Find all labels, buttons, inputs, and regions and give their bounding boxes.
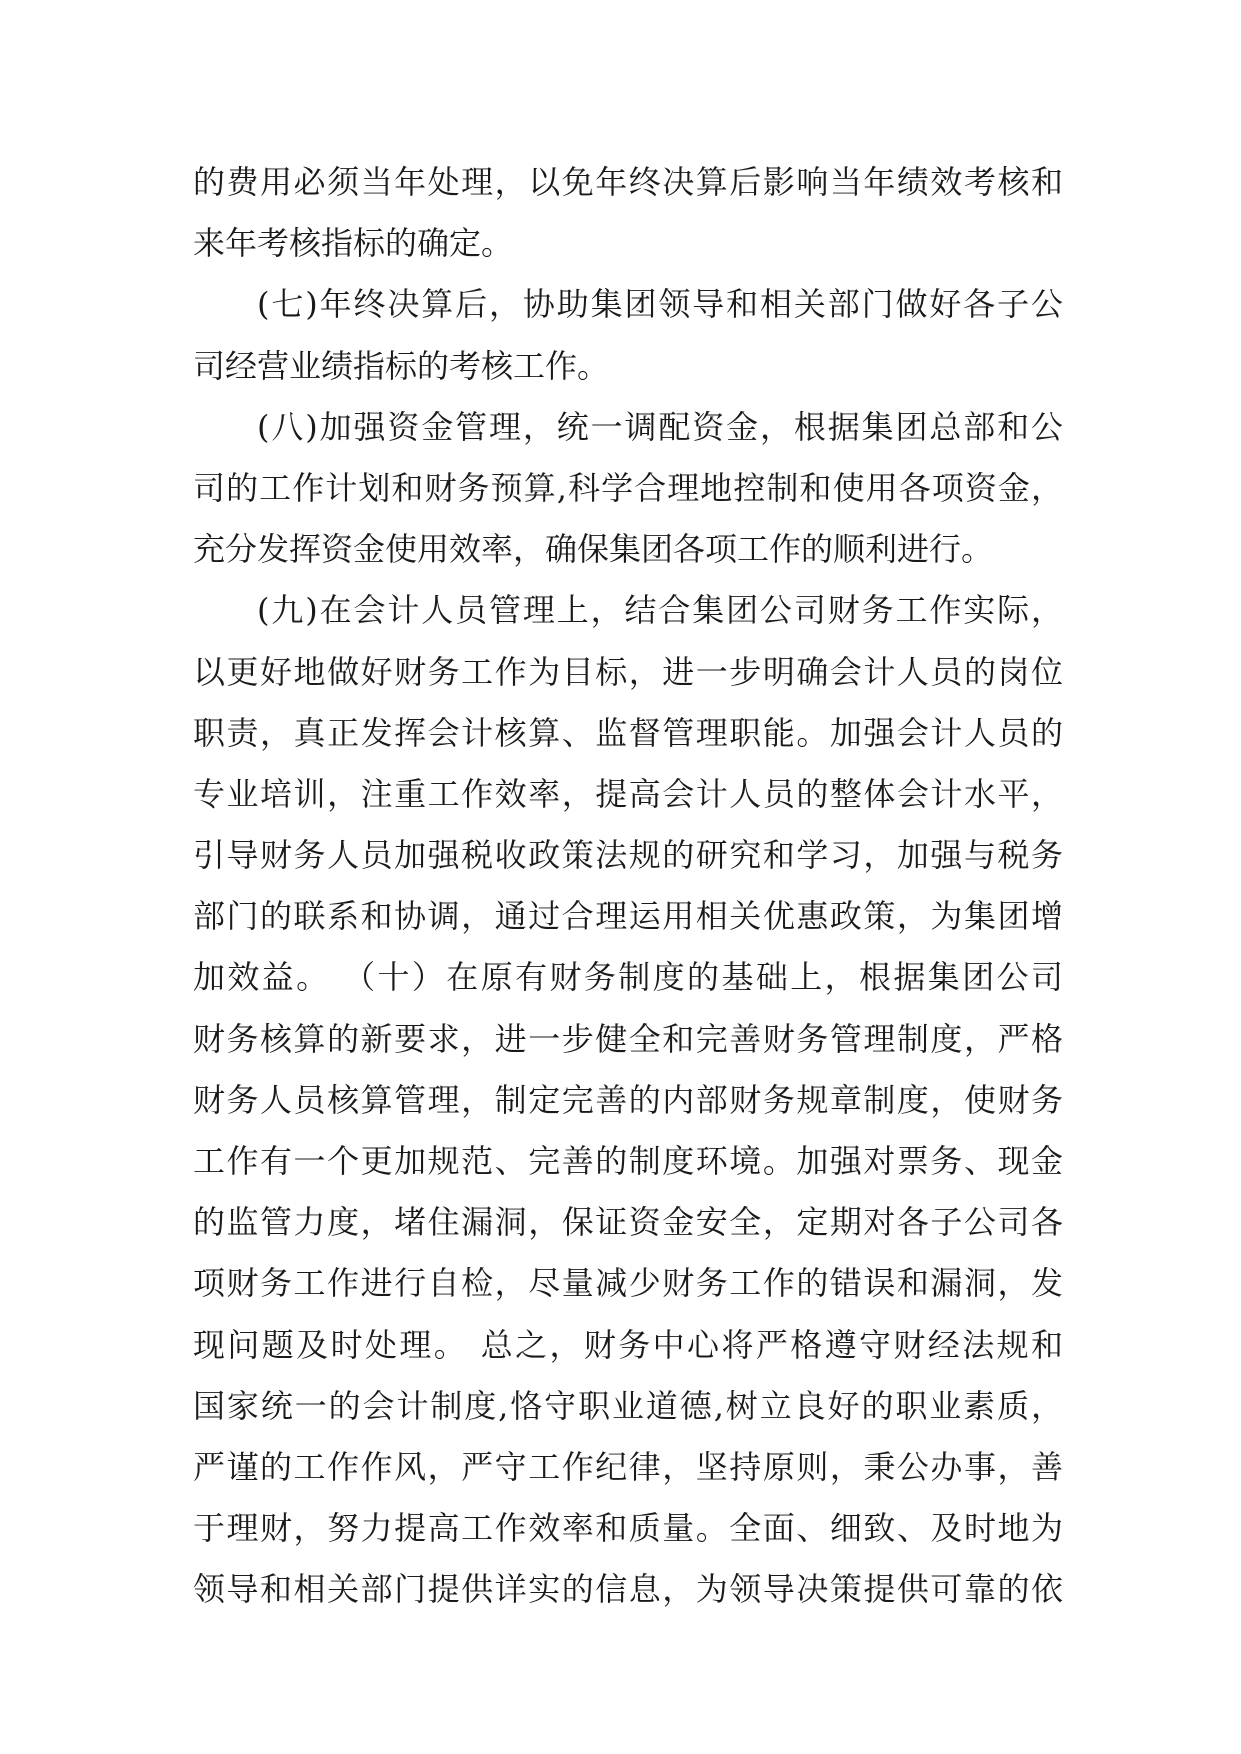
text-line: 司的工作计划和财务预算,科学合理地控制和使用各项资金， <box>193 468 1063 507</box>
text-line: 财务人员核算管理，制定完善的内部财务规章制度，使财务 <box>193 1080 1063 1119</box>
text-line: 领导和相关部门提供详实的信息，为领导决策提供可靠的依 <box>193 1570 1063 1609</box>
text-line: 专业培训，注重工作效率，提高会计人员的整体会计水平， <box>193 774 1063 813</box>
text-line: 以更好地做好财务工作为目标，进一步明确会计人员的岗位 <box>193 652 1063 691</box>
text-line: (八)加强资金管理，统一调配资金，根据集团总部和公 <box>257 407 1063 446</box>
text-line: 司经营业绩指标的考核工作。 <box>193 346 610 385</box>
document-body <box>193 152 1063 1621</box>
text-line: 的费用必须当年处理，以免年终决算后影响当年绩效考核和 <box>193 163 1063 201</box>
text-line: (七)年终决算后，协助集团领导和相关部门做好各子公 <box>257 285 1063 324</box>
text-line: 工作有一个更加规范、完善的制度环境。加强对票务、现金 <box>193 1142 1063 1180</box>
text-line: 严谨的工作作风，严守工作纪律，坚持原则，秉公办事，善 <box>193 1447 1063 1486</box>
text-line: 加效益。 （十）在原有财务制度的基础上，根据集团公司 <box>193 958 1063 997</box>
text-line: 来年考核指标的确定。 <box>193 224 514 263</box>
text-line: 引导财务人员加强税收政策法规的研究和学习，加强与税务 <box>193 836 1063 875</box>
text-line: 充分发挥资金使用效率，确保集团各项工作的顺利进行。 <box>193 530 994 569</box>
text-line: 国家统一的会计制度,恪守职业道德,树立良好的职业素质， <box>193 1386 1063 1425</box>
text-line: 财务核算的新要求，进一步健全和完善财务管理制度，严格 <box>193 1019 1063 1058</box>
text-line: 部门的联系和协调，通过合理运用相关优惠政策，为集团增 <box>193 897 1063 936</box>
text-line: 的监管力度，堵住漏洞，保证资金安全，定期对各子公司各 <box>193 1203 1063 1242</box>
text-line: 于理财，努力提高工作效率和质量。全面、细致、及时地为 <box>193 1509 1063 1548</box>
text-line: 职责，真正发挥会计核算、监督管理职能。加强会计人员的 <box>193 713 1063 752</box>
text-line: 现问题及时处理。 总之，财务中心将严格遵守财经法规和 <box>193 1325 1063 1364</box>
text-line: (九)在会计人员管理上，结合集团公司财务工作实际， <box>257 591 1063 630</box>
text-line: 项财务工作进行自检，尽量减少财务工作的错误和漏洞，发 <box>193 1264 1063 1303</box>
